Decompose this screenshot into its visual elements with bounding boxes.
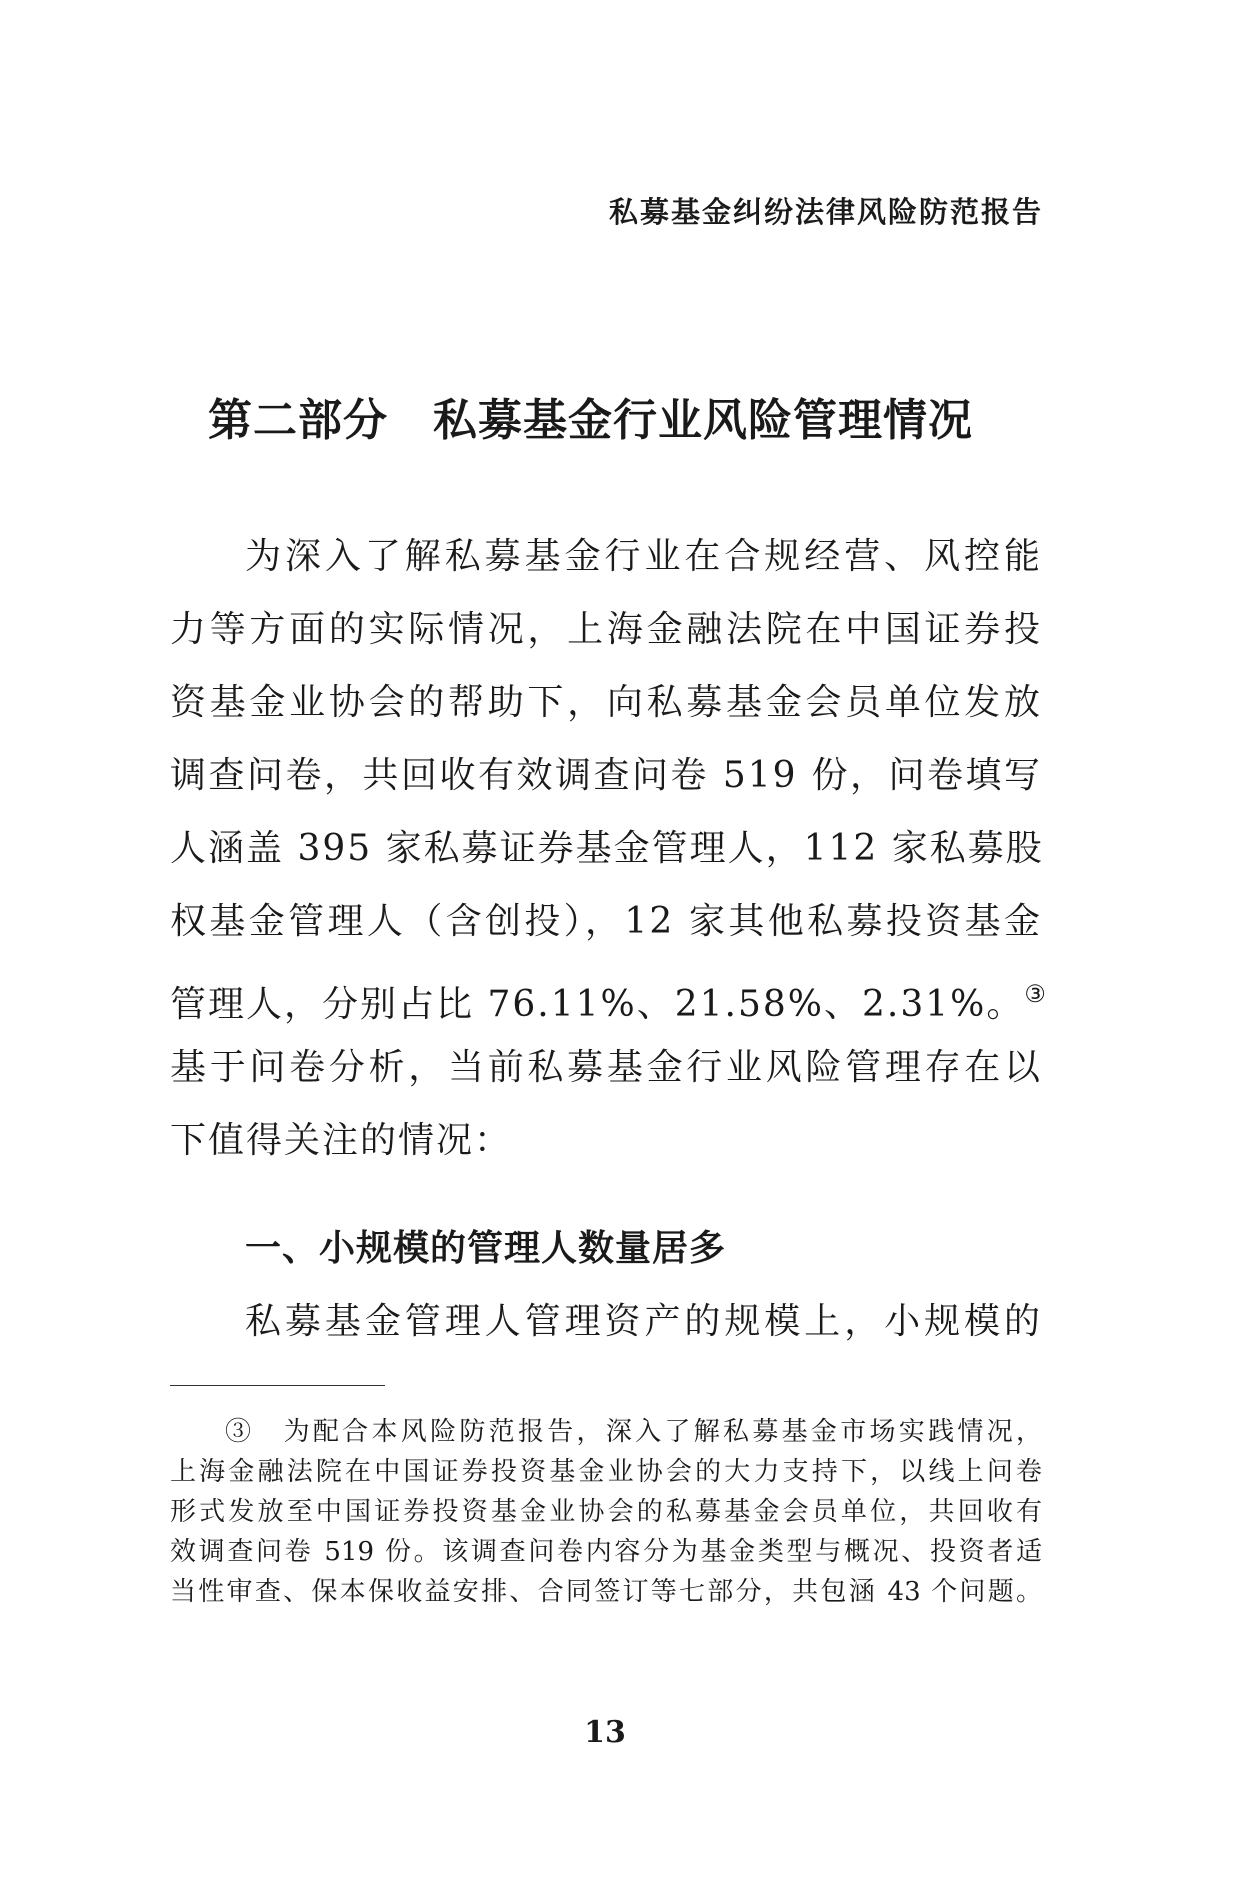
intro-line: 调查问卷，共回收有效调查问卷 519 份，问卷填写	[170, 755, 1042, 796]
footnote-line: 效调查问卷 519 份。该调查问卷内容分为基金类型与概况、投资者适	[170, 1537, 1042, 1567]
intro-line: 为深入了解私募基金行业在合规经营、风控能	[245, 536, 1042, 577]
running-header: 私募基金纠纷法律风险防范报告	[608, 195, 1043, 229]
intro-line-text: 管理人，分别占比 76.11%、21.58%、2.31%。	[170, 984, 1025, 1025]
footnote-line: 形式发放至中国证券投资基金业协会的私募基金会员单位，共回收有	[170, 1497, 1042, 1527]
intro-line: 下值得关注的情况：	[170, 1120, 513, 1161]
intro-line: 力等方面的实际情况，上海金融法院在中国证券投	[170, 609, 1042, 650]
footnote-reference[interactable]: ③	[1024, 980, 1046, 1008]
footnote-line: 当性审查、保本保收益安排、合同签订等七部分，共包涵 43 个问题。	[170, 1577, 1042, 1607]
footnote-line: ③ 为配合本风险防范报告，深入了解私募基金市场实践情况，	[225, 1417, 1042, 1447]
section-paragraph	[170, 1285, 1042, 1358]
intro-line-with-note	[170, 958, 1046, 1031]
footnote-divider	[170, 1385, 385, 1386]
section-line: 私募基金管理人管理资产的规模上，小规模的	[245, 1301, 1042, 1342]
intro-line: 人涵盖 395 家私募证券基金管理人，112 家私募股	[170, 828, 1044, 869]
intro-line: 基于问卷分析，当前私募基金行业风险管理存在以	[170, 1047, 1042, 1088]
intro-line: 权基金管理人（含创投），12 家其他私募投资基金	[170, 901, 1042, 942]
footnote-line: 上海金融法院在中国证券投资基金业协会的大力支持下，以线上问卷	[170, 1457, 1042, 1487]
intro-line: 资基金业协会的帮助下，向私募基金会员单位发放	[170, 682, 1042, 723]
part-title: 第二部分 私募基金行业风险管理情况	[208, 395, 973, 446]
page-number: 13	[584, 1715, 626, 1750]
footnote	[170, 1412, 1042, 1612]
intro-paragraph	[170, 520, 1046, 1177]
section-heading: 一、小规模的管理人数量居多	[245, 1228, 727, 1269]
